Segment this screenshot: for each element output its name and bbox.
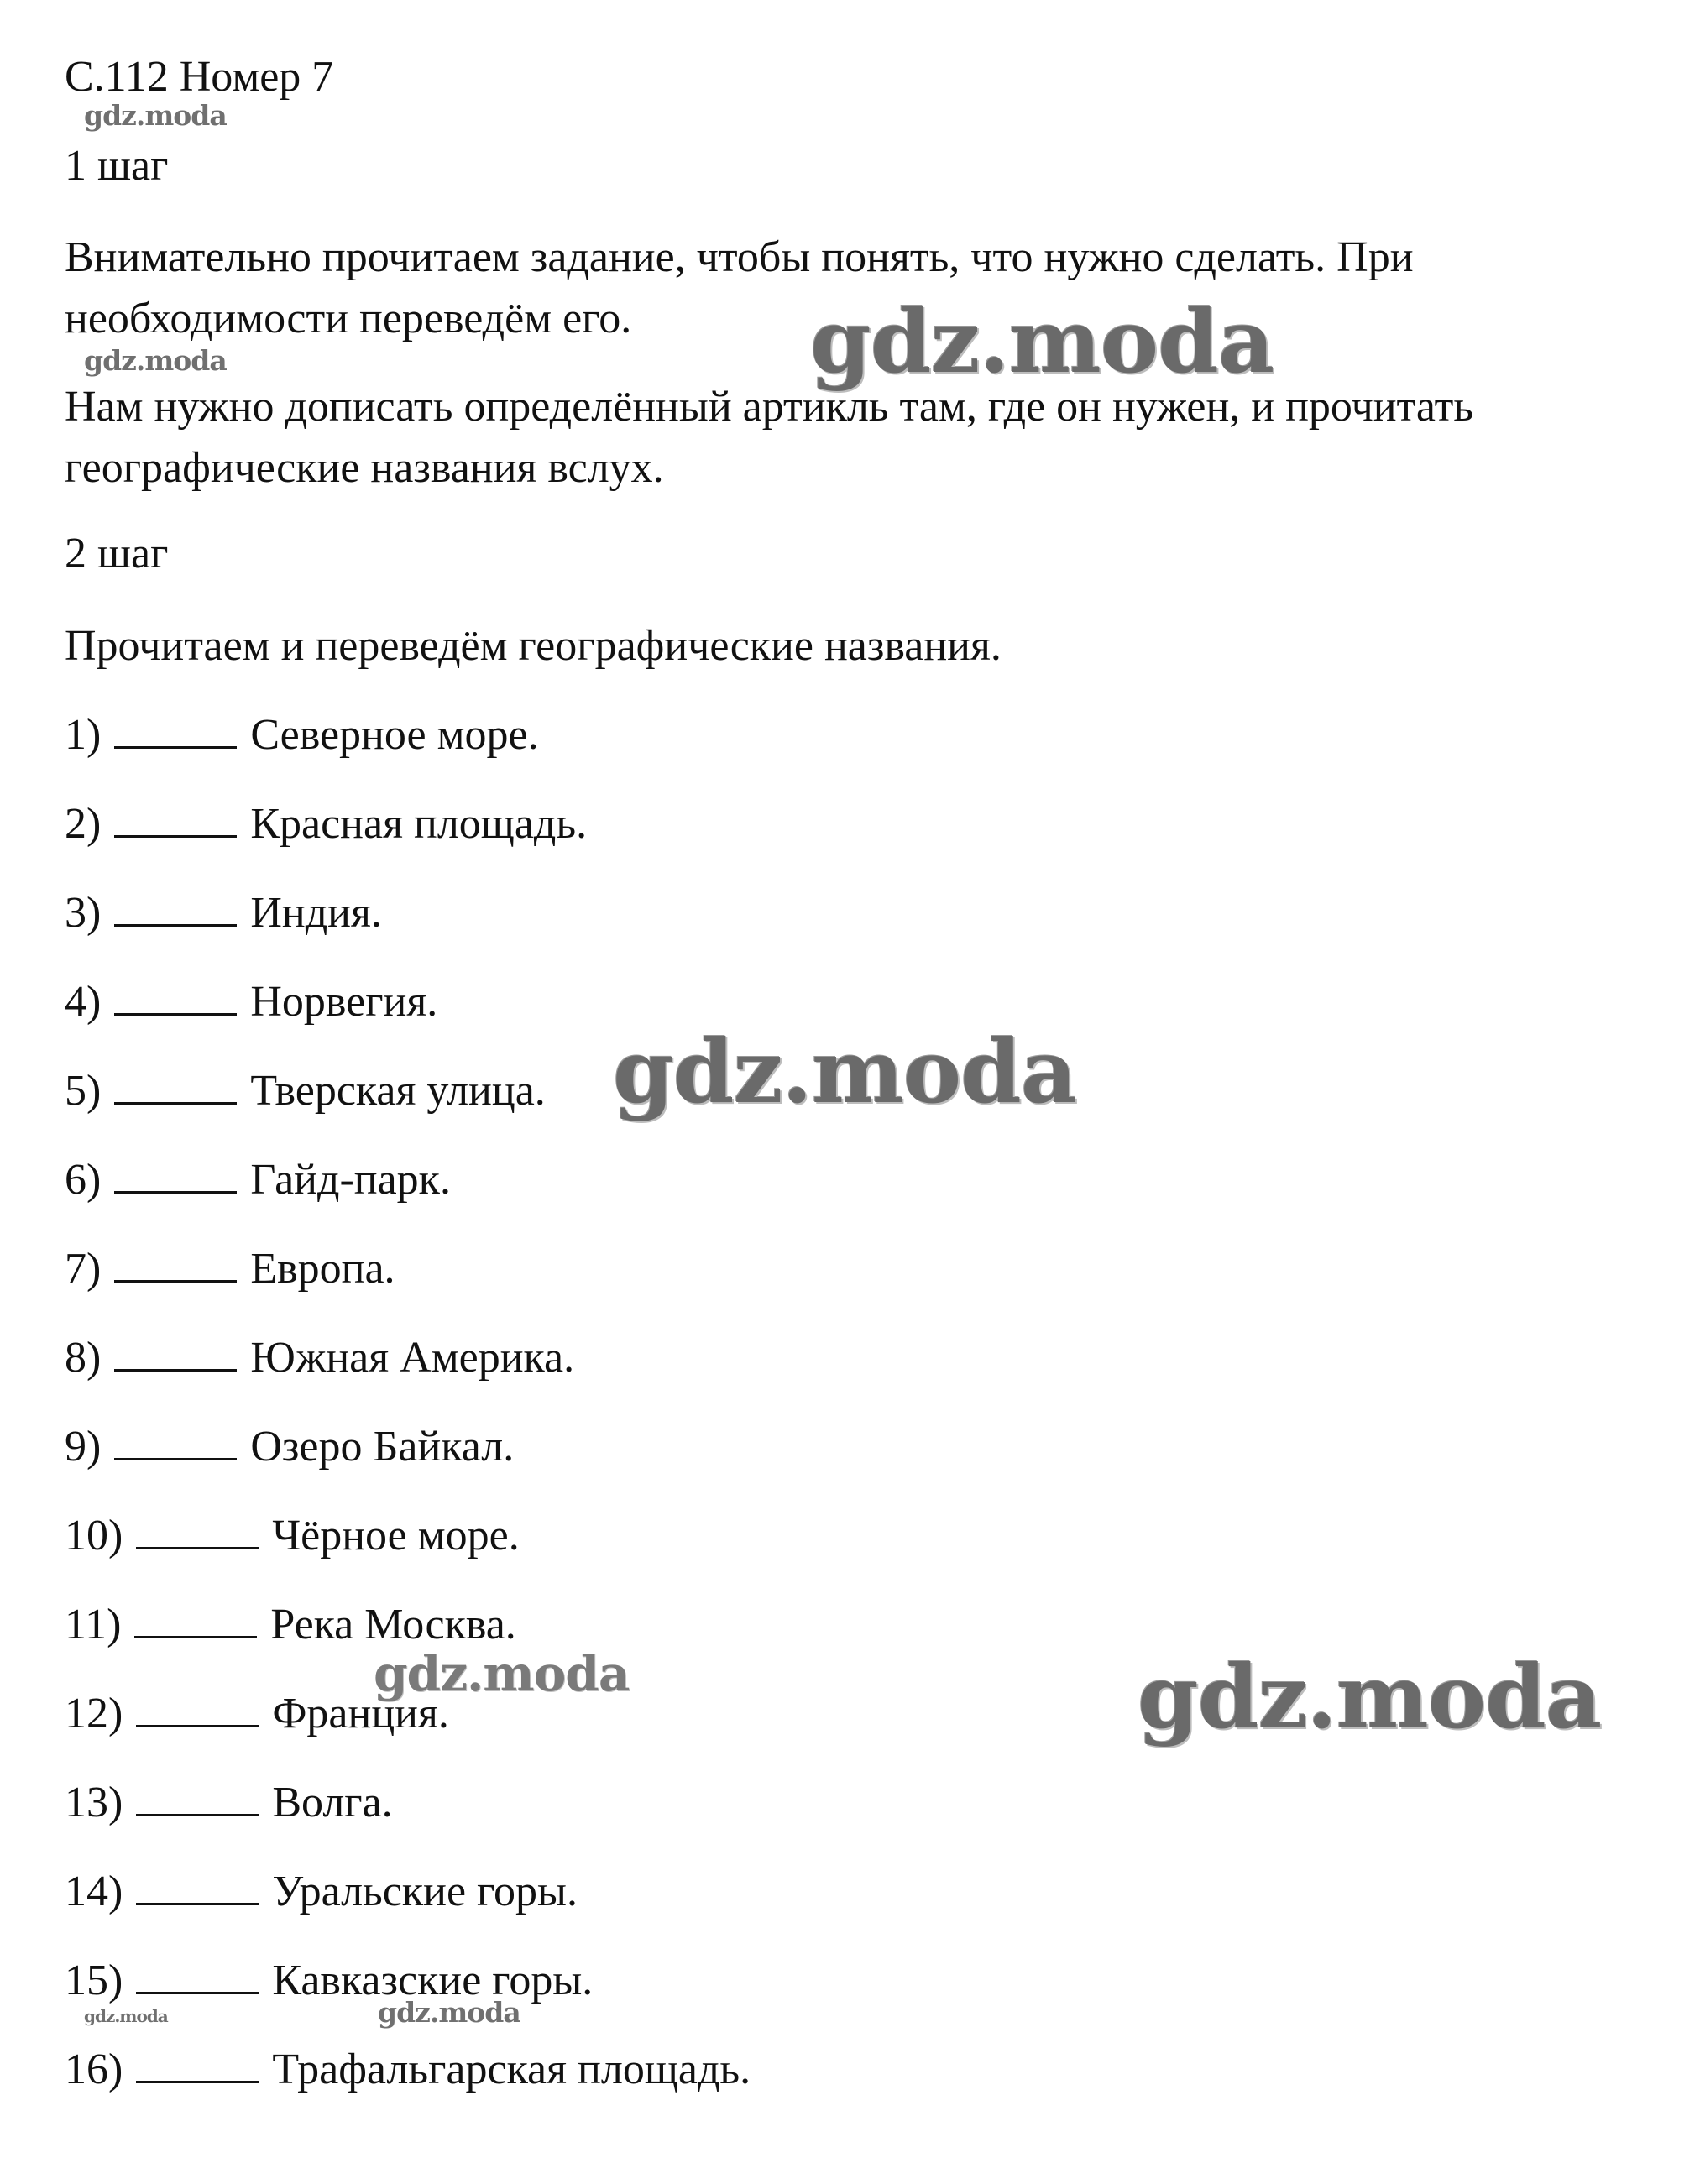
list-item: 11) Река Москва. (65, 1601, 516, 1648)
watermark: gdz.moda (613, 1020, 1077, 1123)
list-item: 14) Уральские горы. (65, 1868, 578, 1915)
step1-text-line2: необходимости переведём его. (65, 295, 632, 342)
list-item: 15) Кавказские горы. (65, 1957, 594, 2004)
list-item: 13) Волга. (65, 1779, 393, 1826)
watermark: gdz.moda (84, 99, 227, 132)
answer-blank (114, 1154, 237, 1194)
list-item: 1) Северное море. (65, 711, 539, 759)
answer-blank (114, 1421, 237, 1460)
step1-text-line4: географические названия вслух. (65, 444, 664, 492)
list-item: 12) Франция. (65, 1690, 449, 1737)
step1-text-line3: Нам нужно дописать определённый артикль там, где он нужен, и прочитать (65, 383, 1474, 431)
list-item: 7) Европа. (65, 1245, 395, 1293)
answer-blank (114, 1065, 237, 1105)
answer-blank (114, 1332, 237, 1372)
answer-blank (136, 1510, 259, 1549)
watermark: gdz.moda (374, 1645, 630, 1702)
answer-blank (136, 1955, 259, 1994)
list-item: 10) Чёрное море. (65, 1512, 520, 1560)
watermark: gdz.moda (84, 2006, 168, 2026)
page-title: С.112 Номер 7 (65, 53, 334, 101)
watermark: gdz.moda (1138, 1645, 1602, 1748)
answer-blank (134, 1599, 257, 1638)
step1-label: 1 шаг (65, 142, 169, 190)
list-item: 9) Озеро Байкал. (65, 1423, 515, 1471)
answer-blank (136, 1777, 259, 1816)
answer-blank (114, 798, 237, 838)
list-item: 3) Индия. (65, 889, 382, 937)
list-item: 2) Красная площадь. (65, 800, 588, 848)
watermark: gdz.moda (84, 344, 227, 377)
watermark: gdz.moda (810, 290, 1274, 393)
answer-blank (114, 709, 237, 749)
step2-intro: Прочитаем и переведём географические названия. (65, 622, 1002, 670)
answer-blank (114, 976, 237, 1016)
list-item: 16) Трафальгарская площадь. (65, 2046, 751, 2093)
watermark: gdz.moda (378, 1996, 520, 2029)
answer-blank (136, 2044, 259, 2083)
answer-blank (136, 1866, 259, 1905)
answer-blank (136, 1688, 259, 1727)
list-item: 4) Норвегия. (65, 978, 438, 1026)
answer-blank (114, 1243, 237, 1283)
answer-blank (114, 887, 237, 927)
step2-label: 2 шаг (65, 530, 169, 577)
list-item: 8) Южная Америка. (65, 1334, 575, 1382)
step1-text-line1: Внимательно прочитаем задание, чтобы понять, что нужно сделать. При (65, 233, 1414, 281)
list-item: 5) Тверская улица. (65, 1067, 546, 1115)
list-item: 6) Гайд-парк. (65, 1156, 451, 1204)
